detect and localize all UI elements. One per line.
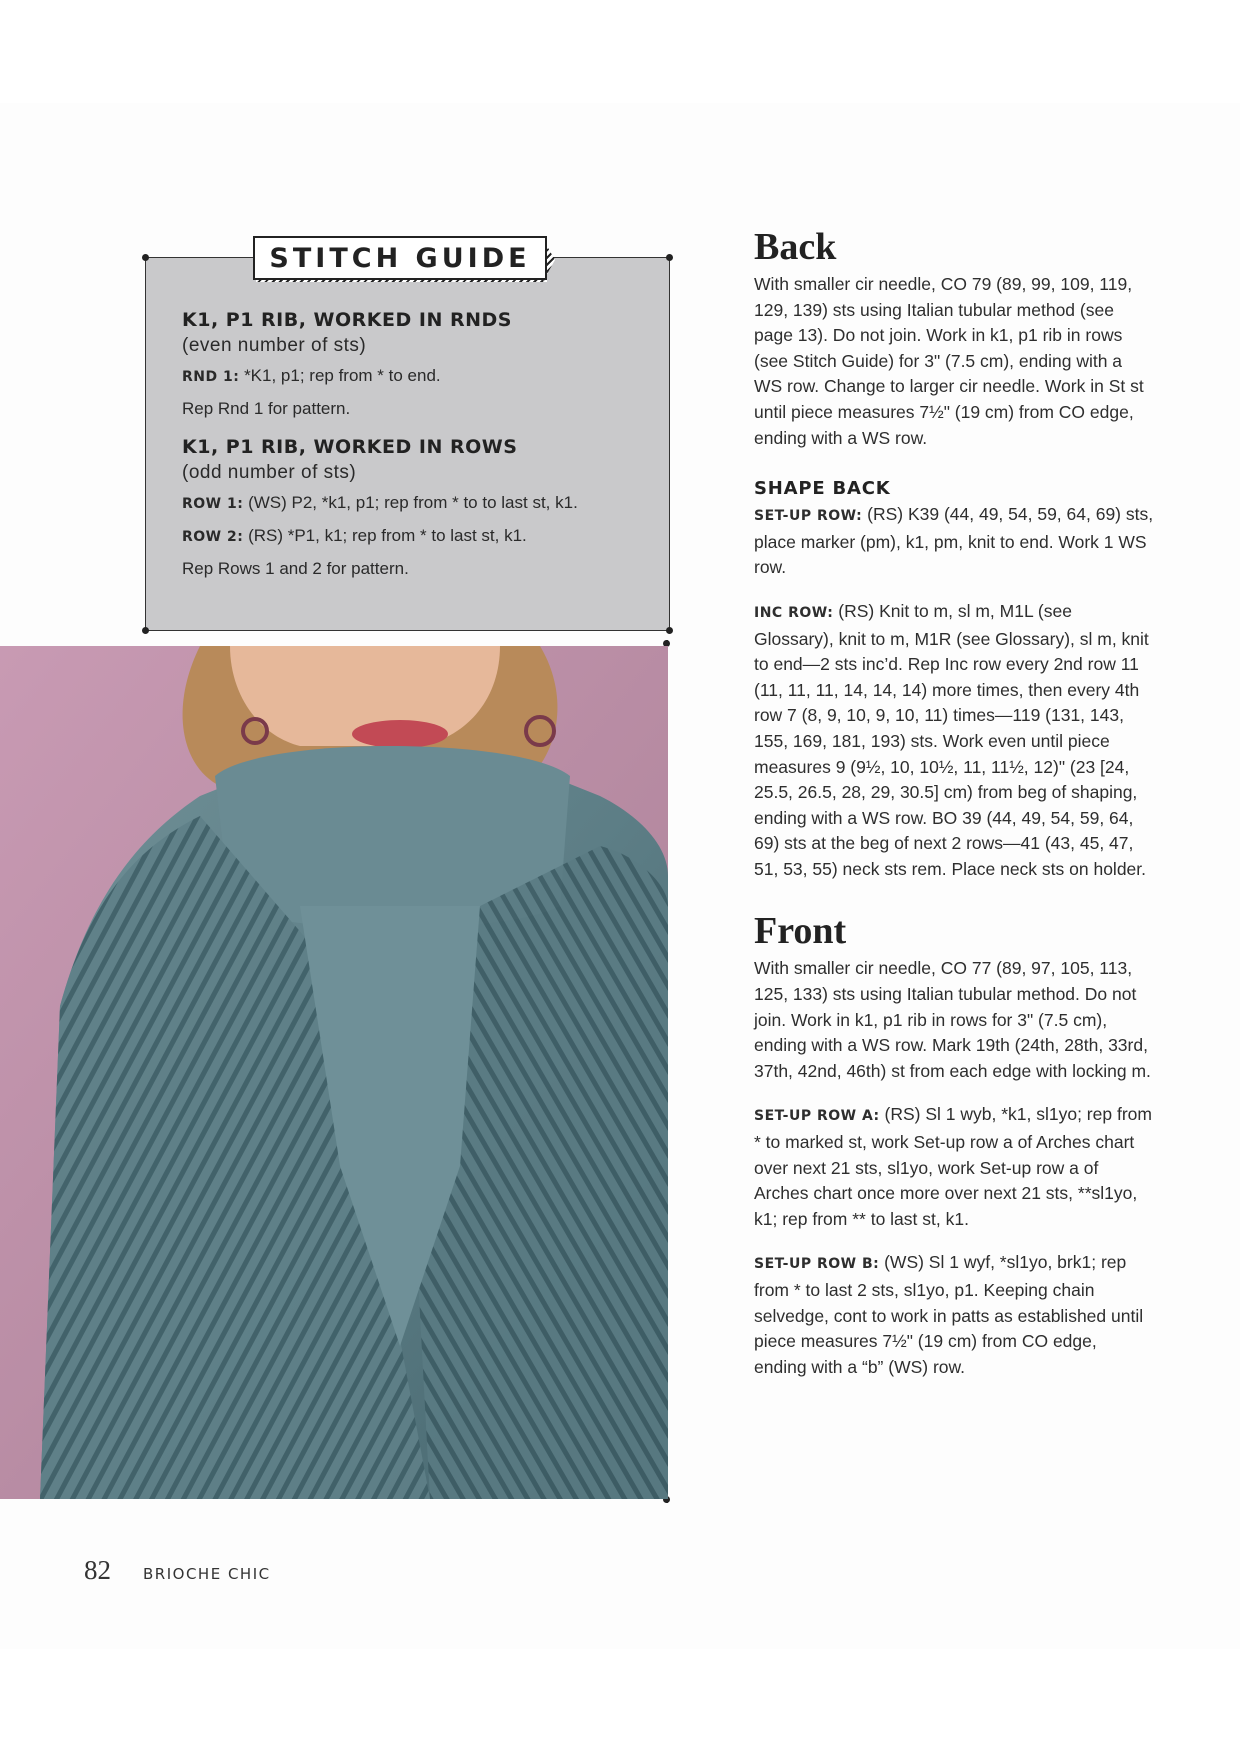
sweater-photo: [0, 646, 668, 1499]
scan-margin-bottom: [0, 1649, 1240, 1754]
row-label: SET-UP ROW B:: [754, 1256, 880, 1273]
section-heading: K1, P1 RIB, WORKED IN ROWS: [182, 436, 518, 458]
back-heading: Back: [754, 226, 837, 268]
row-label: RND 1:: [182, 369, 240, 385]
row-text: (RS) *P1, k1; rep from * to last st, k1.: [243, 526, 527, 545]
corner-dot: [666, 627, 673, 634]
inc-row-paragraph: [754, 599, 1154, 883]
row-text: (RS) Sl 1 wyb, *k1, sl1yo; rep from * to marked st, work Set-up row a of Arches chart over next 21 sts, sl1yo, work Set-up row a of Arches chart once more over next 21 sts, **sl1yo, k1; rep from ** to last st, k1.: [754, 1104, 1152, 1229]
setup-row-a-paragraph: [754, 1102, 1154, 1232]
instruction-line: [182, 364, 649, 389]
running-footer-title: BRIOCHE CHIC: [143, 1565, 271, 1583]
page-number: 82: [84, 1555, 111, 1585]
section-subheading: (odd number of sts): [182, 462, 357, 483]
corner-dot: [666, 254, 673, 261]
instructions-column: [754, 224, 1154, 1380]
front-intro: With smaller cir needle, CO 77 (89, 97, 105, 113, 125, 133) sts using Italian tubular method. Do not join. Work in k1, p1 rib in rows for 3" (7.5 cm), ending with a WS row. Mark 19th (24th, 28th, 33rd, 37th, 42nd, 46th) st from each edge with locking m.: [754, 958, 1151, 1081]
back-intro: With smaller cir needle, CO 79 (89, 99, 109, 119, 129, 139) sts using Italian tubular method (see page 13). Do not join. Work in k1, p1 rib in rows (see Stitch Guide) for 3" (7.5 cm), ending with a WS row. Change to larger cir needle. Work in St st until piece measures 7½" (19 cm) from CO edge, ending with a WS row.: [754, 274, 1144, 448]
stitch-guide-box: [145, 242, 670, 631]
instruction-line: [182, 524, 649, 549]
row-label: ROW 1:: [182, 496, 244, 512]
stitch-guide-title-label: [253, 236, 553, 280]
row-text: Rep Rnd 1 for pattern.: [182, 399, 351, 418]
stitch-guide-body: [182, 308, 649, 581]
row-text: (RS) Knit to m, sl m, M1L (see Glossary), knit to m, M1R (see Glossary), sl m, knit to end—2 sts inc’d. Rep Inc row every 2nd row 11 (11, 11, 11, 14, 14, 14) more times, then every 4th row 7 (8, 9, 10, 9, 10, 11) times—119 (131, 143, 155, 169, 181, 193) sts. Work even until piece measures 9 (9½, 10, 10½, 11, 11½, 12)" (23 [24, 25.5, 26.5, 28, 29, 30.5] cm) from beg of shaping, ending with a WS row. BO 39 (44, 49, 54, 59, 64, 69) sts at the beg of next 2 rows—41 (43, 45, 47, 51, 53, 55) neck sts rem. Place neck sts on holder.: [754, 600, 1149, 879]
row-label: INC ROW:: [754, 604, 834, 621]
setup-row-paragraph: [754, 502, 1154, 581]
row-text: (WS) Sl 1 wyf, *sl1yo, brk1; rep from * to last 2 sts, sl1yo, p1. Keeping chain selvedge, cont to work in patts as established until piece measures 7½" (19 cm) from CO edge, ending with a “b” (WS) row.: [754, 1252, 1144, 1377]
row-text: Rep Rows 1 and 2 for pattern.: [182, 559, 409, 578]
row-label: SET-UP ROW:: [754, 508, 863, 525]
setup-row-b-paragraph: [754, 1250, 1154, 1380]
stitch-guide-title: STITCH GUIDE: [253, 236, 547, 280]
shape-back-heading: SHAPE BACK: [754, 478, 891, 500]
row-text: (RS) K39 (44, 49, 54, 59, 64, 69) sts, place marker (pm), k1, pm, knit to end. Work 1 WS row.: [754, 504, 1154, 578]
section-subheading: (even number of sts): [182, 335, 367, 356]
corner-dot: [142, 627, 149, 634]
corner-dot: [142, 254, 149, 261]
front-heading: Front: [754, 910, 847, 953]
section-heading: K1, P1 RIB, WORKED IN RNDS: [182, 309, 512, 331]
row-text: (WS) P2, *k1, p1; rep from * to to last st, k1.: [243, 493, 578, 512]
instruction-line: [182, 397, 649, 421]
scan-margin-top: [0, 0, 1240, 103]
row-text: *K1, p1; rep from * to end.: [239, 366, 441, 385]
instruction-line: [182, 491, 649, 516]
sweater-photo-illustration: [0, 646, 668, 1499]
row-label: SET-UP ROW A:: [754, 1108, 880, 1125]
row-label: ROW 2:: [182, 529, 244, 545]
instruction-line: [182, 557, 649, 581]
